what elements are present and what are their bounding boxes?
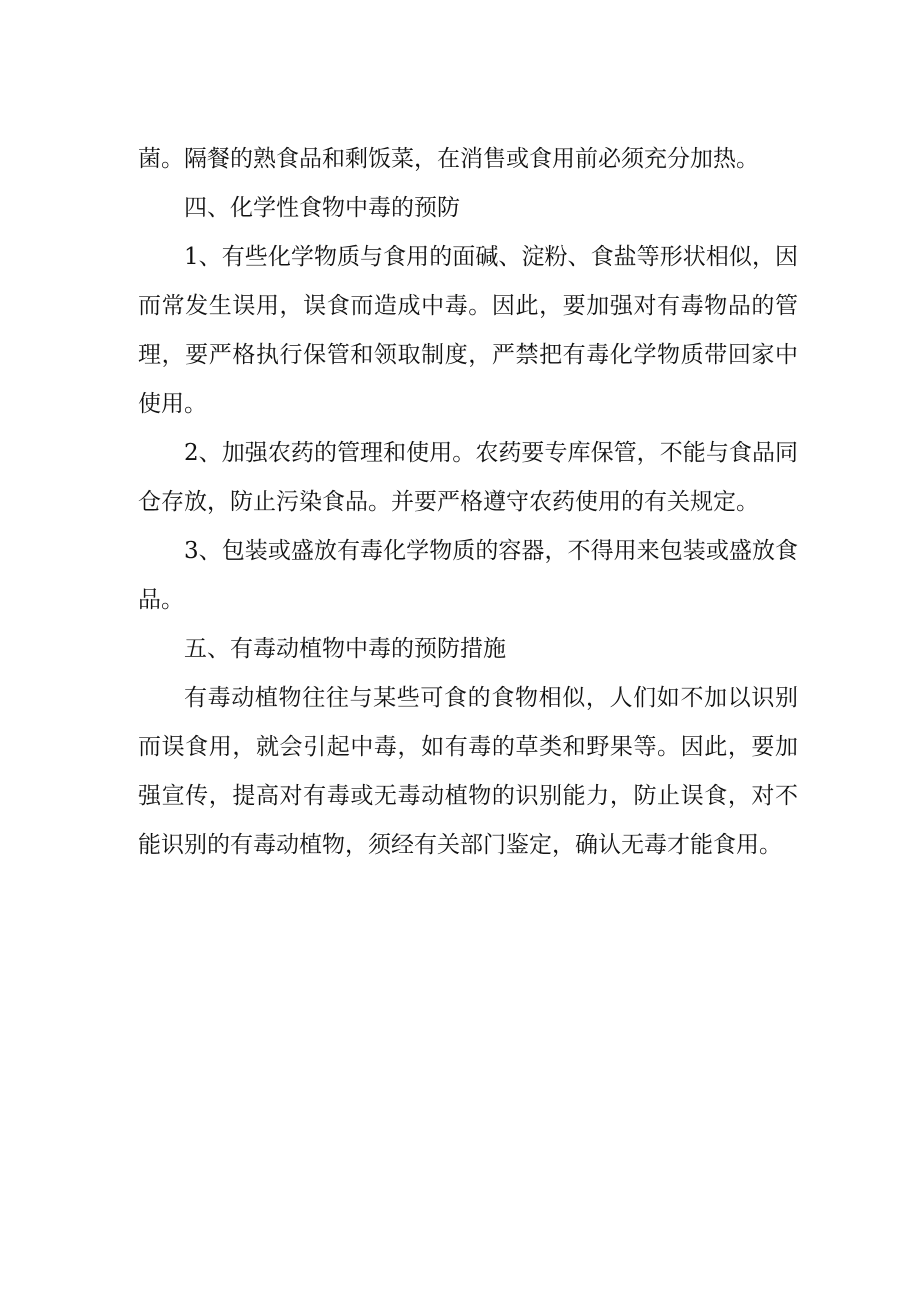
document-body	[138, 135, 798, 870]
paragraph-item-1: 1、有些化学物质与食用的面碱、淀粉、食盐等形状相似，因而常发生误用，误食而造成中毒。因此，要加强对有毒物品的管理，要严格执行保管和领取制度，严禁把有毒化学物质带回家中使用。	[138, 244, 798, 417]
section-heading-chemical-poisoning: 四、化学性食物中毒的预防	[184, 195, 460, 221]
paragraph-continuation: 菌。隔餐的熟食品和剩饭菜，在消售或食用前必须充分加热。	[138, 146, 759, 172]
section-heading-toxic-plants-animals: 五、有毒动植物中毒的预防措施	[184, 636, 506, 662]
paragraph-toxic-plants-animals: 有毒动植物往往与某些可食的食物相似，人们如不加以识别而误食用，就会引起中毒，如有毒的草类和野果等。因此，要加强宣传，提高对有毒或无毒动植物的识别能力，防止误食，对不能识别的有毒动植物，须经有关部门鉴定，确认无毒才能食用。	[138, 685, 798, 858]
paragraph-item-2: 2、加强农药的管理和使用。农药要专库保管，不能与食品同仓存放，防止污染食品。并要严格遵守农药使用的有关规定。	[138, 440, 798, 515]
paragraph-item-3: 3、包装或盛放有毒化学物质的容器，不得用来包装或盛放食品。	[138, 538, 798, 613]
